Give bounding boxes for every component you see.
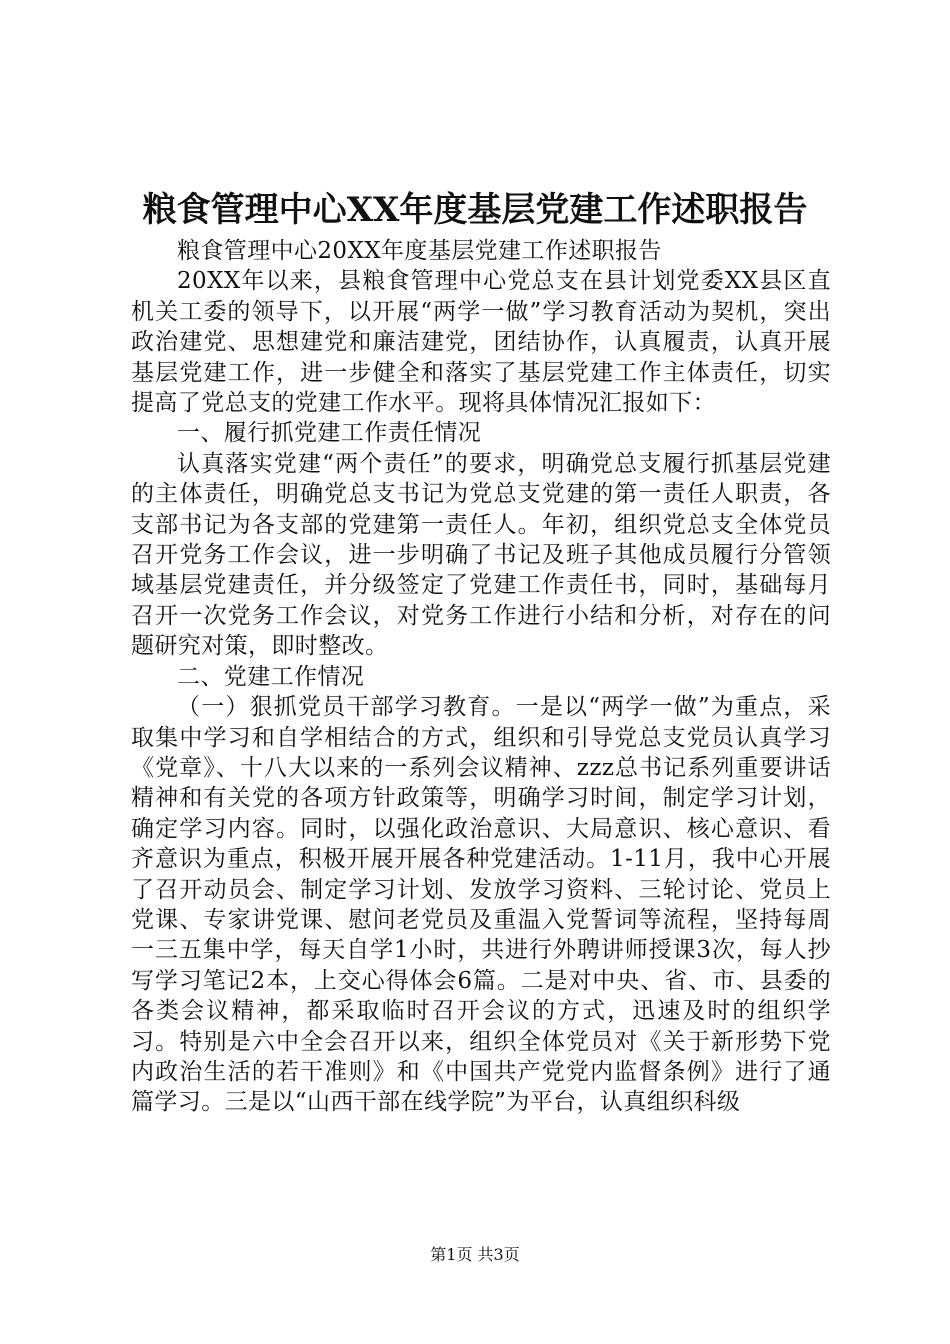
body-paragraph-section-1: 认真落实党建“两个责任”的要求，明确党总支履行抓基层党建的主体责任，明确党总支书记为党总支党建的第一责任人职责，各支部书记为各支部的党建第一责任人。年初，组织党总支全体党员召开党务工作会议，进一步明确了书记及班子其他成员履行分管领域基层党建责任，并分级签定了党建工作责任书，同时，基础每月召开一次党务工作会议，对党务工作进行小结和分析，对存在的问题研究对策，即时整改。 bbox=[131, 450, 831, 660]
document-body bbox=[131, 236, 831, 1118]
document-title: 粮食管理中心XX年度基层党建工作述职报告 bbox=[142, 190, 808, 230]
body-paragraph-intro: 20XX年以来，县粮食管理中心党总支在县计划党委XX县区直机关工委的领导下，以开展“两学一做”学习教育活动为契机，突出政治建党、思想建党和廉洁建党，团结协作，认真履责，认真开展基层党建工作，进一步健全和落实了基层党建工作主体责任，切实提高了党总支的党建工作水平。现将具体情况汇报如下： bbox=[131, 268, 831, 417]
body-paragraph-subtitle: 粮食管理中心20XX年度基层党建工作述职报告 bbox=[177, 238, 662, 264]
section-heading-1: 一、履行抓党建工作责任情况 bbox=[177, 420, 482, 447]
section-heading-2: 二、党建工作情况 bbox=[177, 663, 365, 690]
body-paragraph-section-2: （一）狠抓党员干部学习教育。一是以“两学一做”为重点，采取集中学习和自学相结合的方式，组织和引导党总支党员认真学习《党章》、十八大以来的一系列会议精神、zzz总书记系列重要讲话精神和有关党的各项方针政策等，明确学习时间，制定学习计划，确定学习内容。同时，以强化政治意识、大局意识、核心意识、看齐意识为重点，积极开展开展各种党建活动。1-11月，我中心开展了召开动员会、制定学习计划、发放学习资料、三轮讨论、党员上党课、专家讲党课、慰问老党员及重温入党誓词等流程，坚持每周一三五集中学，每天自学1小时，共进行外聘讲师授课3次，每人抄写学习笔记2本，上交心得体会6篇。二是对中央、省、市、县委的各类会议精神，都采取临时召开会议的方式，迅速及时的组织学习。特别是六中全会召开以来，组织全体党员对《关于新形势下党内政治生活的若干准则》和《中国共产党党内监督条例》进行了通篇学习。三是以“山西干部在线学院”为平台，认真组织科级 bbox=[131, 694, 831, 1116]
page-footer: 第1页 共3页 bbox=[430, 1245, 520, 1264]
